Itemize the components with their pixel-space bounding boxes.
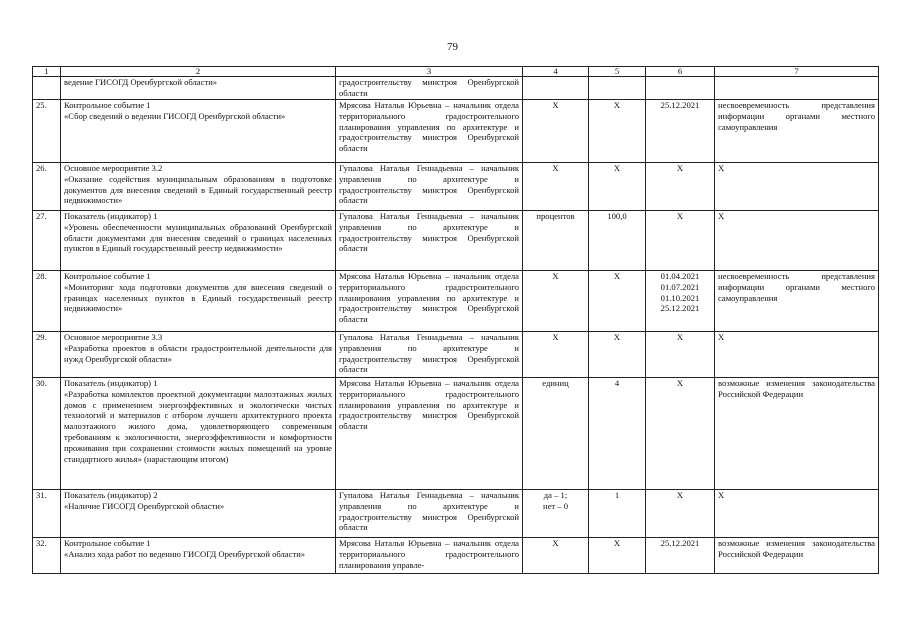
row-number: 26. (33, 163, 61, 211)
responsible-person: Гупалова Наталья Геннадьевна – начальник управления по архитектуре и градостроительству минстроя Оренбургской области (336, 163, 523, 211)
activity-description: Основное мероприятие 3.2 «Оказание содействия муниципальным образованиям в подготовке документов для внесения сведений в Единый государственный реестр недвижимости» (61, 163, 336, 211)
column-header-4: 4 (523, 67, 589, 77)
date-cell: Х (646, 163, 715, 211)
responsible-person: градостроительству минстроя Оренбургской области (336, 77, 523, 100)
column-header-7: 7 (715, 67, 879, 77)
row-number: 30. (33, 378, 61, 490)
activity-description: Контрольное событие 1 «Мониторинг хода подготовки документов для внесения сведений о границах населенных пунктов в Единый государственный реестр недвижимости» (61, 271, 336, 332)
table-row (33, 332, 879, 378)
date-cell (646, 77, 715, 100)
table-row (33, 271, 879, 332)
date-cell: Х (646, 378, 715, 490)
responsible-person: Гупалова Наталья Геннадьевна – начальник управления по архитектуре и градостроительству минстроя Оренбургской области (336, 332, 523, 378)
table-row (33, 163, 879, 211)
column-header-6: 6 (646, 67, 715, 77)
date-cell: Х (646, 211, 715, 271)
risk-note: Х (715, 211, 879, 271)
value-cell: Х (589, 538, 646, 574)
value-cell: Х (589, 332, 646, 378)
unit-cell: да – 1; нет – 0 (523, 490, 589, 538)
unit-cell: Х (523, 163, 589, 211)
unit-cell: Х (523, 100, 589, 163)
risk-note: возможные изменения законодательства Российской Федерации (715, 378, 879, 490)
table-row (33, 211, 879, 271)
unit-cell: единиц (523, 378, 589, 490)
activities-table (32, 66, 879, 574)
activity-description: ведение ГИСОГД Оренбургской области» (61, 77, 336, 100)
column-header-2: 2 (61, 67, 336, 77)
date-cell: Х (646, 332, 715, 378)
responsible-person: Мрясова Наталья Юрьевна – начальник отдела территориального градостроительного планирования управления по архитектуре и градостроительству минстроя Оренбургской области (336, 100, 523, 163)
unit-cell (523, 77, 589, 100)
value-cell: Х (589, 163, 646, 211)
date-cell: 25.12.2021 (646, 538, 715, 574)
risk-note: Х (715, 490, 879, 538)
value-cell: Х (589, 271, 646, 332)
value-cell: Х (589, 100, 646, 163)
value-cell: 1 (589, 490, 646, 538)
responsible-person: Мрясова Наталья Юрьевна – начальник отдела территориального градостроительного планирования управле- (336, 538, 523, 574)
activity-description: Основное мероприятие 3.3 «Разработка проектов в области градостроительной деятельности для нужд Оренбургской области» (61, 332, 336, 378)
risk-note: Х (715, 332, 879, 378)
risk-note (715, 77, 879, 100)
row-number: 32. (33, 538, 61, 574)
unit-cell: Х (523, 332, 589, 378)
risk-note: возможные изменения законодательства Российской Федерации (715, 538, 879, 574)
column-header-1: 1 (33, 67, 61, 77)
page-number: 79 (447, 41, 458, 53)
responsible-person: Мрясова Наталья Юрьевна – начальник отдела территориального градостроительного планирования управления по архитектуре и градостроительству минстроя Оренбургской области (336, 378, 523, 490)
unit-cell: Х (523, 271, 589, 332)
row-number: 27. (33, 211, 61, 271)
activity-description: Показатель (индикатор) 2 «Наличие ГИСОГД Оренбургской области» (61, 490, 336, 538)
risk-note: Х (715, 163, 879, 211)
table-row (33, 538, 879, 574)
unit-cell: процентов (523, 211, 589, 271)
date-cell: 25.12.2021 (646, 100, 715, 163)
unit-cell: Х (523, 538, 589, 574)
column-number-row (33, 67, 879, 77)
responsible-person: Мрясова Наталья Юрьевна – начальник отдела территориального градостроительного планирования управления по архитектуре и градостроительству минстроя Оренбургской области (336, 271, 523, 332)
column-header-5: 5 (589, 67, 646, 77)
activity-description: Контрольное событие 1 «Сбор сведений о ведении ГИСОГД Оренбургской области» (61, 100, 336, 163)
responsible-person: Гупалова Наталья Геннадьевна – начальник управления по архитектуре и градостроительству минстроя Оренбургской области (336, 211, 523, 271)
column-header-3: 3 (336, 67, 523, 77)
table-row (33, 490, 879, 538)
value-cell (589, 77, 646, 100)
activity-description: Контрольное событие 1 «Анализ хода работ по ведению ГИСОГД Оренбургской области» (61, 538, 336, 574)
activity-description: Показатель (индикатор) 1 «Разработка комплектов проектной документации малоэтажных жилых домов с применением энергоэффективных и экологически чистых технологий и материалов с отбором лучшего архитектурного проекта малоэтажного жилого дома, удовлетворяющего современным требованиям к экологичности, энергоэффективности и комфортности проживания при сохранении стоимости жилых помещений на уровне стандартного жилья» (нарастающим итогом) (61, 378, 336, 490)
responsible-person: Гупалова Наталья Геннадьевна – начальник управления по архитектуре и градостроительству минстроя Оренбургской области (336, 490, 523, 538)
row-number: 31. (33, 490, 61, 538)
table-row (33, 100, 879, 163)
value-cell: 4 (589, 378, 646, 490)
risk-note: несвоевременность представления информации органами местного самоуправления (715, 100, 879, 163)
value-cell: 100,0 (589, 211, 646, 271)
date-cell: Х (646, 490, 715, 538)
risk-note: несвоевременность представления информации органами местного самоуправления (715, 271, 879, 332)
activity-description: Показатель (индикатор) 1 «Уровень обеспеченности муниципальных образований Оренбургской области документами для внесения сведений о границах населенных пунктов в Единый государственный реестр недвижимости» (61, 211, 336, 271)
table-row (33, 378, 879, 490)
table-row (33, 77, 879, 100)
row-number: 28. (33, 271, 61, 332)
row-number: 29. (33, 332, 61, 378)
row-number (33, 77, 61, 100)
date-cell: 01.04.2021 01.07.2021 01.10.2021 25.12.2021 (646, 271, 715, 332)
row-number: 25. (33, 100, 61, 163)
